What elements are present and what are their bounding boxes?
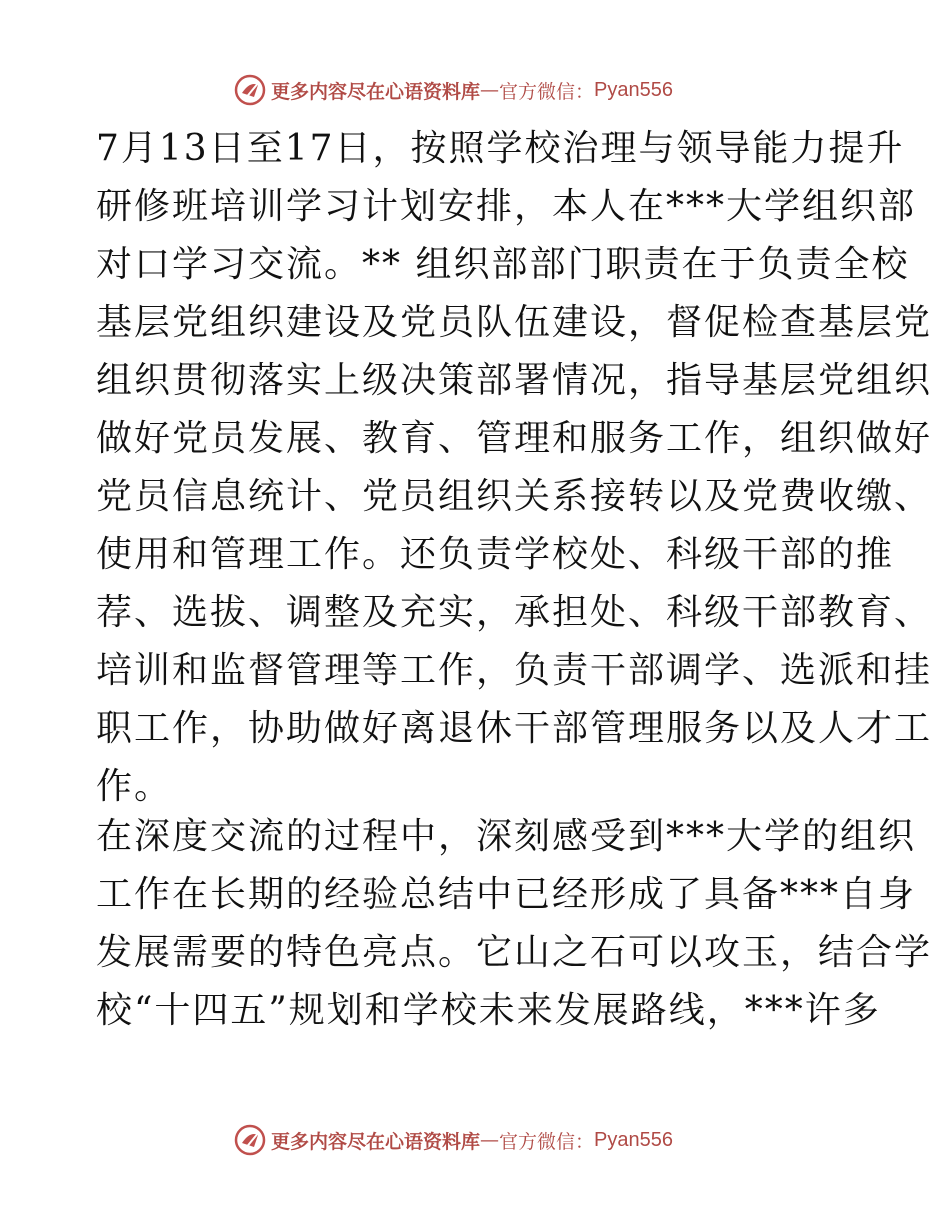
text-line: 校“十四五”规划和学校未来发展路线，***许多 [96, 990, 881, 1031]
text-line: 党员信息统计、党员组织关系接转以及党费收缴、 [96, 476, 933, 517]
text-line: 7月13日至17日，按照学校治理与领导能力提升 [96, 128, 905, 169]
text-line: 做好党员发展、教育、管理和服务工作，组织做好 [96, 418, 933, 459]
text-line: 职工作，协助做好离退休干部管理服务以及人才工 [96, 708, 933, 749]
watermark-wechat-id: Pyan556 [594, 1128, 673, 1151]
book-seal-icon [233, 1123, 267, 1157]
text-line: 使用和管理工作。还负责学校处、科级干部的推 [96, 534, 895, 575]
watermark-dash: — [480, 1129, 500, 1151]
watermark-text: 更多内容尽在心语资料库 [271, 1130, 481, 1153]
text-line: 基层党组织建设及党员队伍建设，督促检查基层党 [96, 302, 933, 343]
paragraph-2 [96, 808, 933, 1040]
footer-watermark [233, 1120, 673, 1160]
text-line: 组织贯彻落实上级决策部署情况，指导基层党组织 [96, 360, 933, 401]
text-line: 发展需要的特色亮点。它山之石可以攻玉，结合学 [96, 932, 933, 973]
watermark-dash: — [480, 79, 500, 101]
text-line: 在深度交流的过程中，深刻感受到***大学的组织 [96, 816, 917, 857]
book-seal-icon [233, 73, 267, 107]
watermark-wechat-label: 官方微信： [499, 1130, 595, 1153]
watermark-text: 更多内容尽在心语资料库 [271, 80, 481, 103]
text-line: 荐、选拔、调整及充实，承担处、科级干部教育、 [96, 592, 933, 633]
text-line: 培训和监督管理等工作，负责干部调学、选派和挂 [96, 650, 933, 691]
text-line: 研修班培训学习计划安排，本人在***大学组织部 [96, 186, 917, 227]
watermark-wechat-id: Pyan556 [594, 78, 673, 101]
text-line: 作。 [96, 766, 173, 807]
paragraph-1 [96, 120, 933, 816]
header-watermark [233, 70, 673, 110]
text-line: 对口学习交流。** 组织部部门职责在于负责全校 [96, 244, 910, 285]
watermark-wechat-label: 官方微信： [499, 80, 595, 103]
text-line: 工作在长期的经验总结中已经形成了具备***自身 [96, 874, 917, 915]
